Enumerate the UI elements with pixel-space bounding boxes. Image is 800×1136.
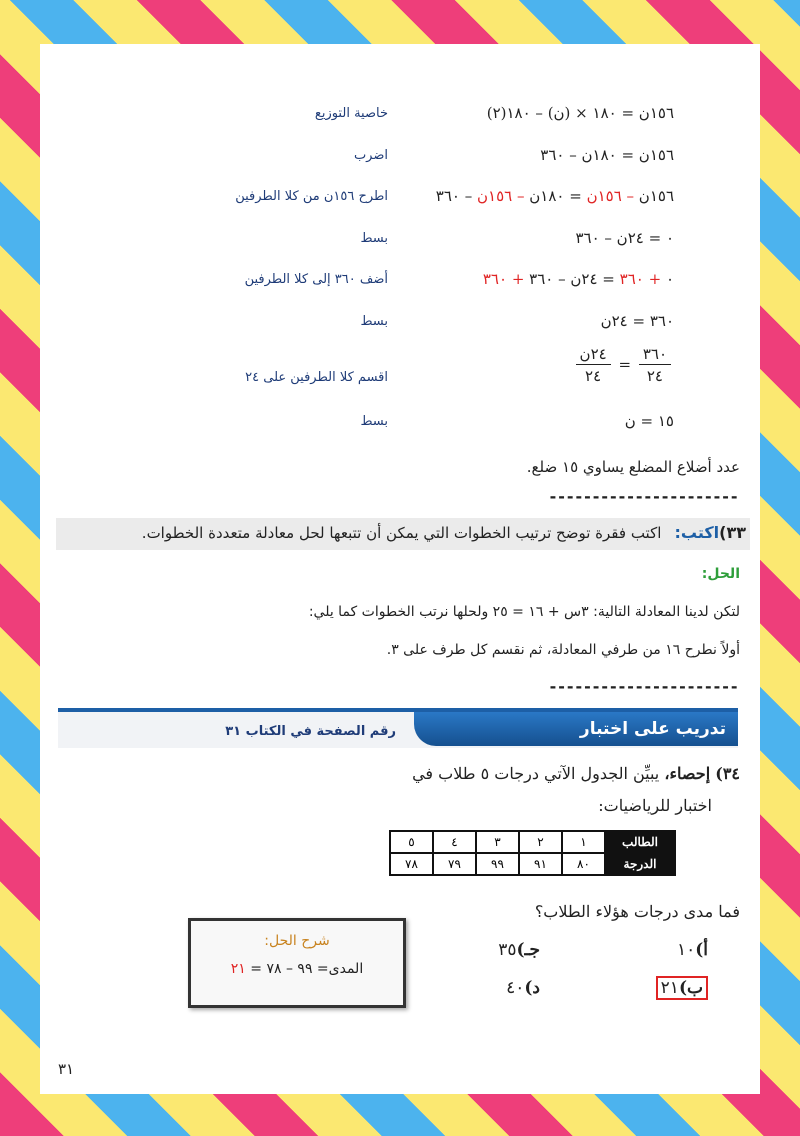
eq-part: ٠ — [661, 270, 674, 288]
row-header-student: الطالب — [605, 831, 675, 853]
option-label: ب) — [678, 978, 703, 998]
step-note-7: اقسم كلا الطرفين على ٢٤ — [245, 370, 388, 385]
worksheet-page — [40, 44, 760, 1094]
step-note-3: اطرح ١٥٦ن من كلا الطرفين — [235, 189, 388, 204]
step-note-8: بسط — [360, 414, 388, 429]
question-number: ٣٣) — [719, 523, 746, 542]
explanation-title: شرح الحل: — [264, 933, 330, 949]
option-label: د) — [524, 978, 540, 998]
separator-line: ---------------------- — [548, 487, 738, 506]
question-text: يبيِّن الجدول الآتي درجات ٥ طلاب في — [412, 764, 660, 783]
explanation-result: ٢١ — [230, 961, 246, 977]
explanation-text-line — [191, 961, 403, 977]
question-34-line-2: اختبار للرياضيات: — [598, 796, 712, 815]
equation-step-3 — [374, 187, 674, 205]
explanation-text: المدى= ٩٩ – ٧٨ = — [245, 961, 364, 977]
step-note-2: اضرب — [353, 148, 388, 163]
separator-line: ---------------------- — [548, 677, 738, 696]
step-note-4: بسط — [360, 231, 388, 246]
table-cell: ٥ — [390, 831, 433, 853]
grades-table — [389, 830, 676, 876]
option-label: أ) — [695, 940, 708, 960]
equals-sign: = — [618, 355, 632, 374]
question-keyword: إحصاء، — [664, 764, 711, 783]
table-row — [390, 853, 675, 875]
fraction-left — [639, 344, 671, 387]
equation-step-2: ١٥٦ن = ١٨٠ن – ٣٦٠ — [540, 146, 674, 164]
eq-part: – ٣٦٠ — [435, 187, 478, 205]
eq-part-red: + ٣٦٠ — [482, 270, 525, 288]
option-label: جـ) — [516, 940, 540, 960]
solution-line-1: لتكن لدينا المعادلة التالية: ٣س + ١٦ = ٢٥ ولحلها نرتب الخطوات كما يلي: — [308, 604, 740, 620]
eq-part: = ٢٤ن – ٣٦٠ — [524, 270, 620, 288]
option-value: ٣٥ — [498, 940, 517, 960]
fraction-right — [576, 344, 611, 387]
table-cell: ٧٩ — [433, 853, 476, 875]
table-cell: ٣ — [476, 831, 519, 853]
table-cell: ٨٠ — [562, 853, 605, 875]
eq-part-red: – ١٥٦ن — [586, 187, 635, 205]
equation-step-4: ٠ = ٢٤ن – ٣٦٠ — [575, 229, 674, 247]
solution-label: الحل: — [701, 566, 740, 582]
question-34-line-1 — [412, 764, 740, 783]
option-a[interactable] — [677, 940, 708, 960]
equation-step-6: ٣٦٠ = ٢٤ن — [600, 312, 674, 330]
fraction-denominator: ٢٤ — [585, 367, 602, 385]
table-row — [390, 831, 675, 853]
option-value: ٤٠ — [506, 978, 525, 998]
table-cell: ١ — [562, 831, 605, 853]
fraction-numerator: ٣٦٠ — [639, 344, 671, 365]
table-cell: ٩١ — [519, 853, 562, 875]
step-note-6: بسط — [360, 314, 388, 329]
page-reference: رقم الصفحة في الكتاب ٣١ — [225, 724, 396, 739]
page-number: ٣١ — [58, 1060, 75, 1078]
option-c[interactable] — [498, 940, 540, 960]
eq-part-red: – ١٥٦ن — [477, 187, 525, 205]
question-keyword: اكتب: — [674, 523, 720, 542]
question-text: اكتب فقرة توضح ترتيب الخطوات التي يمكن أن تتبعها لحل معادلة متعددة الخطوات. — [141, 524, 662, 542]
fraction-numerator: ٢٤ن — [576, 344, 611, 365]
eq-part-red: + ٣٦٠ — [619, 270, 662, 288]
equation-step-8: ١٥ = ن — [624, 412, 674, 430]
fraction-denominator: ٢٤ — [646, 367, 663, 385]
eq-part: = ١٨٠ن — [524, 187, 587, 205]
eq-part: ١٥٦ن — [634, 187, 674, 205]
table-cell: ٤ — [433, 831, 476, 853]
row-header-grade: الدرجة — [605, 853, 675, 875]
option-value: ٢١ — [660, 978, 679, 998]
option-b-selected[interactable] — [656, 976, 708, 1000]
question-34-prompt: فما مدى درجات هؤلاء الطلاب؟ — [534, 902, 740, 921]
question-number: ٣٤) — [715, 764, 740, 783]
step-note-1: خاصية التوزيع — [314, 106, 388, 121]
equation-step-7 — [374, 344, 674, 387]
conclusion-text: عدد أضلاع المضلع يساوي ١٥ ضلع. — [526, 458, 740, 476]
table-cell: ٩٩ — [476, 853, 519, 875]
table-cell: ٧٨ — [390, 853, 433, 875]
option-d[interactable] — [506, 978, 540, 998]
option-value: ١٠ — [676, 940, 696, 960]
equation-step-1: ١٥٦ن = ١٨٠ × (ن) – ١٨٠(٢) — [486, 104, 674, 122]
explanation-box — [188, 918, 406, 1008]
banner-title: تدريب على اختبار — [414, 712, 738, 746]
question-33-box — [56, 518, 750, 550]
equation-step-5 — [374, 270, 674, 288]
table-cell: ٢ — [519, 831, 562, 853]
solution-line-2: أولاً نطرح ١٦ من طرفي المعادلة، ثم نقسم كل طرف على ٣. — [386, 642, 740, 658]
step-note-5: أضف ٣٦٠ إلى كلا الطرفين — [244, 272, 388, 287]
